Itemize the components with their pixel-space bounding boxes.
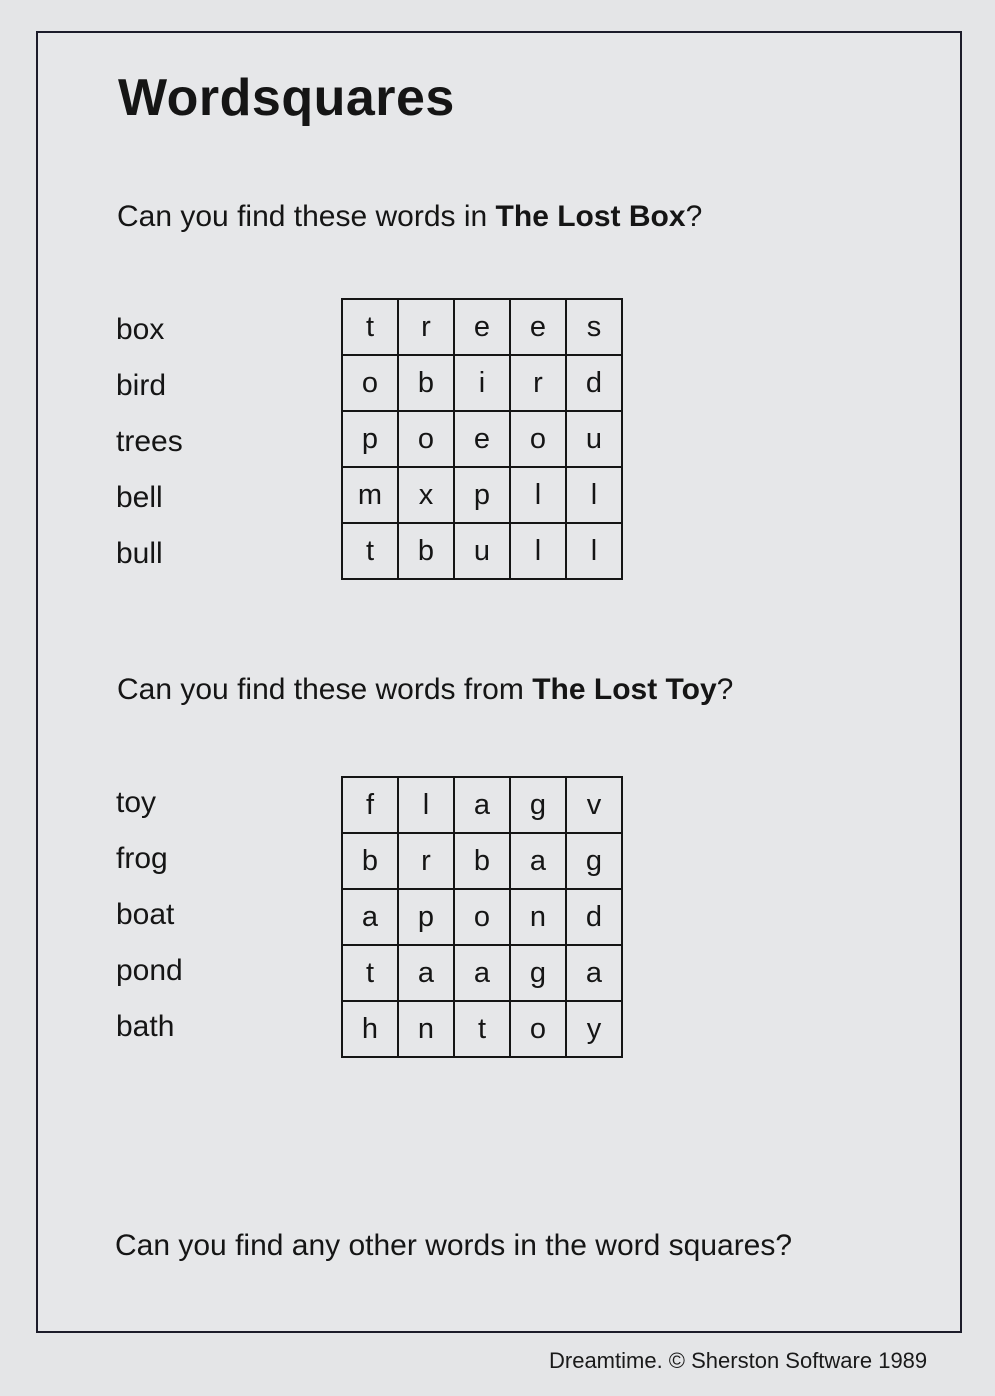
grid-cell: e [454, 411, 510, 467]
grid-cell: s [566, 299, 622, 355]
grid-cell: b [398, 523, 454, 579]
grid-cell: p [342, 411, 398, 467]
grid-cell: a [566, 945, 622, 1001]
copyright-footer: Dreamtime. © Sherston Software 1989 [549, 1348, 928, 1373]
lost-box-prompt [117, 199, 702, 235]
grid-cell: t [342, 299, 398, 355]
word-item: box [116, 313, 165, 346]
grid-row [342, 777, 622, 833]
grid-cell: l [566, 467, 622, 523]
grid-row [342, 467, 622, 523]
grid-cell: t [342, 523, 398, 579]
grid-cell: p [398, 889, 454, 945]
grid-row [342, 355, 622, 411]
grid-cell: n [398, 1001, 454, 1057]
grid-cell: d [566, 355, 622, 411]
grid-cell: t [454, 1001, 510, 1057]
grid-cell: o [510, 1001, 566, 1057]
word-item: bird [116, 369, 167, 402]
grid-cell: a [398, 945, 454, 1001]
grid-cell: b [342, 833, 398, 889]
grid-cell: o [510, 411, 566, 467]
grid-cell: y [566, 1001, 622, 1057]
closing-question: Can you find any other words in the word squares? [115, 1229, 793, 1262]
word-item: boat [116, 898, 175, 931]
grid-cell: e [454, 299, 510, 355]
lost-toy-book-title: The Lost Toy [532, 673, 717, 706]
grid-row [342, 833, 622, 889]
word-item: bell [116, 481, 163, 514]
lost-box-prompt-end: ? [685, 200, 703, 233]
grid-cell: f [342, 777, 398, 833]
grid-cell: t [342, 945, 398, 1001]
word-item: bath [116, 1010, 175, 1043]
grid-cell: o [342, 355, 398, 411]
grid-cell: b [398, 355, 454, 411]
lost-toy-prompt [117, 672, 733, 708]
lost-toy-word-square [341, 776, 623, 1058]
grid-cell: o [454, 889, 510, 945]
page-title: Wordsquares [118, 69, 455, 127]
word-item: toy [116, 786, 157, 819]
lost-toy-word-list [116, 775, 183, 1055]
lost-toy-prompt-text: Can you find these words from [117, 673, 533, 706]
grid-cell: b [454, 833, 510, 889]
grid-row [342, 889, 622, 945]
grid-cell: m [342, 467, 398, 523]
grid-cell: i [454, 355, 510, 411]
grid-cell: a [454, 777, 510, 833]
word-item: bull [116, 537, 163, 570]
grid-cell: p [454, 467, 510, 523]
word-item: frog [116, 842, 168, 875]
lost-box-word-square [341, 298, 623, 580]
grid-cell: g [566, 833, 622, 889]
word-item: pond [116, 954, 183, 987]
grid-cell: n [510, 889, 566, 945]
grid-cell: a [510, 833, 566, 889]
grid-cell: d [566, 889, 622, 945]
grid-cell: v [566, 777, 622, 833]
grid-row [342, 299, 622, 355]
lost-toy-prompt-end: ? [716, 673, 734, 706]
grid-row [342, 945, 622, 1001]
lost-box-book-title: The Lost Box [495, 200, 686, 233]
grid-row [342, 1001, 622, 1057]
grid-cell: a [342, 889, 398, 945]
grid-cell: h [342, 1001, 398, 1057]
grid-cell: x [398, 467, 454, 523]
grid-cell: u [566, 411, 622, 467]
lost-box-prompt-text: Can you find these words in [117, 200, 496, 233]
grid-cell: r [398, 833, 454, 889]
grid-cell: g [510, 777, 566, 833]
lost-box-word-list [116, 302, 183, 582]
grid-cell: r [398, 299, 454, 355]
grid-cell: l [566, 523, 622, 579]
grid-row [342, 523, 622, 579]
grid-cell: l [510, 523, 566, 579]
grid-cell: r [510, 355, 566, 411]
grid-cell: l [398, 777, 454, 833]
grid-cell: l [510, 467, 566, 523]
grid-cell: e [510, 299, 566, 355]
grid-cell: g [510, 945, 566, 1001]
grid-row [342, 411, 622, 467]
grid-cell: a [454, 945, 510, 1001]
word-item: trees [116, 425, 183, 458]
grid-cell: o [398, 411, 454, 467]
grid-cell: u [454, 523, 510, 579]
